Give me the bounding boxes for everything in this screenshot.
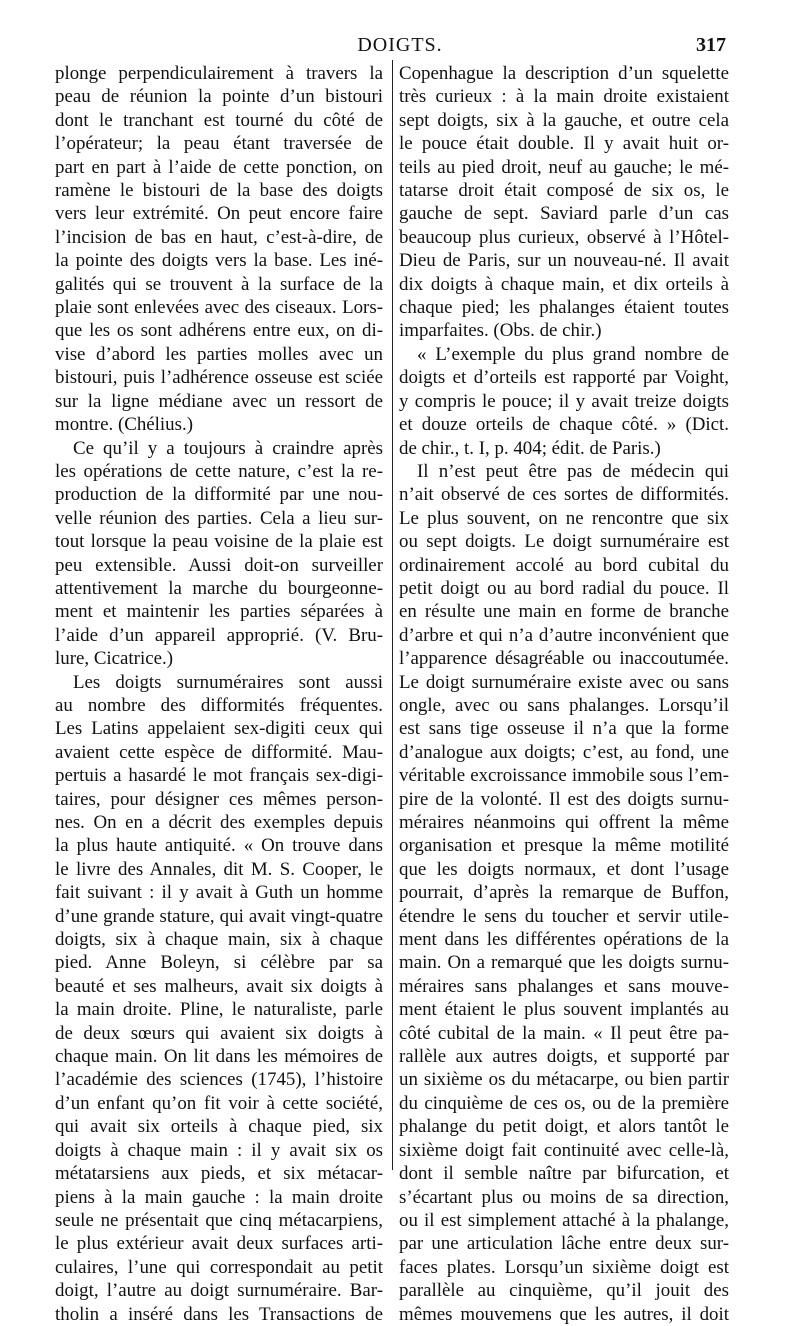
- text-line: que les doigts normaux, et dont l’usage: [399, 858, 729, 880]
- text-line: en résulte une main en forme de branche: [399, 601, 729, 623]
- text-line: la main droite. Pline, le naturaliste, parle: [55, 999, 383, 1021]
- text-line: l’académie des sciences (1745), l’histoire: [55, 1069, 383, 1091]
- text-line: attentivement la marche du bourgeonne-: [55, 577, 383, 599]
- text-line: Les doigts surnuméraires sont aussi: [73, 671, 383, 693]
- text-line: tholin a inséré dans les Transactions de: [55, 1303, 383, 1325]
- text-line: Le doigt surnuméraire existe avec ou sans: [399, 671, 729, 693]
- text-line: y compris le pouce; il y avait treize doigts: [399, 390, 729, 412]
- text-line: sur la ligne médiane avec un ressort de: [55, 390, 383, 412]
- text-line: organisation et presque la même motilité: [399, 835, 729, 857]
- text-line: main. On a remarqué que les doigts surnu-: [399, 952, 729, 974]
- text-line: bistouri, puis l’adhérence osseuse est sciée: [55, 367, 383, 389]
- text-line: d’analogue aux doigts; c’est, au fond, une: [399, 741, 729, 763]
- text-line: imparfaites. (Obs. de chir.): [399, 320, 602, 342]
- text-line: ou sept doigts. Le doigt surnuméraire est: [399, 531, 729, 553]
- text-line: méraires néanmoins qui offrent la même: [399, 812, 729, 833]
- text-line: dix doigts à chaque main, et dix orteils à: [399, 273, 729, 295]
- text-line: l’opérateur; la peau étant traversée de: [55, 133, 383, 155]
- text-line: tatarse droit était composé de six os, le: [399, 180, 729, 202]
- text-line: étendre le sens du toucher et servir utile-: [399, 905, 729, 927]
- text-line: de deux sœurs qui avaient six doigts à: [55, 1022, 383, 1044]
- text-line: ou il est simplement attaché à la phalange,: [399, 1209, 729, 1231]
- text-line: seule ne présentait que cinq métacarpiens,: [55, 1209, 383, 1231]
- text-line: méraires sans phalanges et sans mouve-: [399, 975, 729, 997]
- text-line: montre. (Chélius.): [55, 414, 193, 436]
- text-line: de chir., t. I, p. 404; édit. de Paris.): [399, 437, 661, 459]
- text-line: doigt, l’autre au doigt surnuméraire. Bar-: [55, 1280, 383, 1302]
- column-divider: [392, 60, 393, 1170]
- text-line: le plus extérieur avait deux surfaces arti-: [55, 1233, 383, 1255]
- text-line: beaucoup plus curieux, observé à l’Hôtel-: [399, 226, 729, 248]
- text-line: plonge perpendiculairement à travers la: [55, 63, 383, 84]
- text-line: le pouce était double. Il y avait huit or-: [399, 133, 729, 155]
- text-line: phalange du petit doigt, et alors tantôt le: [399, 1116, 729, 1138]
- text-line: métatarsiens aux pieds, et six métacar-: [55, 1163, 383, 1185]
- text-line: du cinquième de ces os, ou de la première: [399, 1092, 729, 1114]
- text-line: doigts à chaque main : il y avait six os: [55, 1139, 383, 1161]
- text-line: doigts, six à chaque main, six à chaque: [55, 929, 383, 951]
- text-line: chaque main. On lit dans les mémoires de: [55, 1046, 383, 1068]
- left-text-column: [55, 62, 383, 1325]
- text-line: les opérations de cette nature, c’est la re-: [55, 460, 383, 482]
- text-line: lure, Cicatrice.): [55, 648, 174, 670]
- text-line: l’apparence désagréable ou inaccoutumée.: [399, 648, 729, 670]
- text-line: chaque pied; les phalanges étaient toutes: [399, 297, 729, 319]
- text-line: très curieux : à la main droite existaient: [399, 86, 729, 108]
- text-line: Ce qu’il y a toujours à craindre après: [73, 437, 383, 459]
- text-line: ramène le bistouri de la base des doigts: [55, 180, 383, 202]
- text-line: pertuis a hasardé le mot français sex-digi-: [55, 765, 383, 787]
- text-line: pire de la volonté. Il est des doigts surnu-: [399, 788, 729, 810]
- text-line: beauté et ses malheurs, avait six doigts à: [55, 975, 383, 997]
- text-line: Les Latins appelaient sex-digiti ceux qui: [55, 718, 383, 740]
- text-line: la pointe des doigts vers la base. Les iné-: [55, 250, 383, 272]
- text-line: d’arbre et qui n’a d’autre inconvénient que: [399, 624, 729, 646]
- text-line: d’une grande stature, qui avait vingt-quatre: [55, 905, 383, 927]
- text-line: ongle, avec ou sans phalanges. Lorsqu’il: [399, 694, 729, 716]
- text-line: faces plates. Lorsqu’un sixième doigt est: [399, 1256, 729, 1278]
- text-line: dont il semble naître par bifurcation, et: [399, 1163, 729, 1185]
- running-title: DOIGTS.: [357, 34, 443, 56]
- text-line: n’ait observé de ces sortes de difformités.: [399, 484, 729, 506]
- text-line: nes. On en a décrit des exemples depuis: [55, 812, 383, 833]
- text-line: qui avait six orteils à chaque pied, six: [55, 1116, 383, 1138]
- text-line: fait suivant : il y avait à Guth un homme: [55, 882, 383, 904]
- text-line: un sixième os du métacarpe, ou bien partir: [399, 1069, 729, 1091]
- text-line: vers leur extrémité. On peut encore faire: [55, 203, 383, 225]
- text-line: la plus haute antiquité. « On trouve dans: [55, 835, 383, 857]
- text-line: sept doigts, six à la gauche, et outre cela: [399, 109, 729, 131]
- text-line: d’un enfant qu’on fit voir à cette société,: [55, 1092, 383, 1114]
- text-line: l’incision de bas en haut, c’est-à-dire, de: [55, 226, 383, 248]
- text-line: véritable excroissance immobile sous l’em-: [399, 765, 729, 787]
- text-line: teils au pied droit, neuf au gauche; le mé-: [399, 156, 729, 178]
- text-line: doigts et d’orteils est rapporté par Voight,: [399, 367, 729, 389]
- text-line: avaient cette espèce de difformité. Mau-: [55, 741, 383, 763]
- text-line: sixième doigt fait continuité avec celle-là,: [399, 1139, 729, 1161]
- text-line: côté cubital de la main. « Il peut être pa-: [399, 1022, 729, 1044]
- text-line: ment et maintenir les parties séparées à: [55, 601, 383, 623]
- text-line: et douze orteils de chaque côté. » (Dict.: [399, 414, 729, 436]
- text-line: s’écartant plus ou moins de sa direction,: [399, 1186, 729, 1208]
- text-line: Copenhague la description d’un squelette: [399, 63, 729, 84]
- text-line: dont le tranchant est tourné du côté de: [55, 109, 383, 131]
- text-line: Dieu de Paris, sur un nouveau-né. Il avait: [399, 250, 729, 272]
- text-line: ment étaient le plus souvent implantés au: [399, 999, 729, 1021]
- right-text-column: [399, 62, 729, 1325]
- text-line: part en part à l’aide de cette ponction, on: [55, 156, 383, 178]
- text-line: Il n’est peut être pas de médecin qui: [417, 460, 729, 482]
- text-line: taires, pour désigner ces mêmes person-: [55, 788, 383, 810]
- text-line: l’aide d’un appareil approprié. (V. Bru-: [55, 624, 383, 646]
- text-line: pourrait, d’après la remarque de Buffon,: [399, 882, 729, 904]
- text-line: parallèle au cinquième, qu’il jouit des: [399, 1280, 729, 1302]
- text-line: tout lorsque la peau voisine de la plaie est: [55, 531, 383, 553]
- text-line: velle réunion des parties. Cela a lieu sur-: [55, 507, 383, 529]
- text-line: rallèle aux autres doigts, et supporté par: [399, 1046, 729, 1068]
- text-line: pied. Anne Boleyn, si célèbre par sa: [55, 952, 383, 974]
- page-header: [0, 34, 800, 64]
- text-line: petit doigt ou au bord radial du pouce. Il: [399, 577, 729, 599]
- text-line: Le plus souvent, on ne rencontre que six: [399, 507, 729, 529]
- text-line: peu extensible. Aussi doit-on surveiller: [55, 554, 383, 576]
- text-line: piens à la main gauche : la main droite: [55, 1186, 383, 1208]
- text-line: « L’exemple du plus grand nombre de: [417, 343, 729, 365]
- text-line: est sans tige osseuse il n’a que la forme: [399, 718, 729, 740]
- text-line: galités qui se trouvent à la surface de la: [55, 273, 383, 295]
- text-line: culaires, l’une qui correspondait au petit: [55, 1256, 383, 1278]
- text-line: ordinairement accolé au bord cubital du: [399, 554, 729, 576]
- text-line: plaie sont enlevées avec des ciseaux. Lors-: [55, 297, 383, 319]
- text-line: ment dans les différentes opérations de la: [399, 929, 729, 951]
- text-line: que les os sont adhérens entre eux, on di-: [55, 320, 383, 342]
- text-line: gauche de sept. Saviard parle d’un cas: [399, 203, 729, 225]
- text-line: production de la difformité par une nou-: [55, 484, 383, 506]
- page-number: 317: [696, 34, 726, 56]
- text-line: vise d’abord les parties molles avec un: [55, 343, 383, 365]
- text-line: le livre des Annales, dit M. S. Cooper, le: [55, 858, 383, 880]
- text-line: mêmes mouvemens que les autres, il doit: [399, 1303, 729, 1325]
- text-line: par une articulation lâche entre deux sur-: [399, 1233, 729, 1255]
- text-line: au nombre des difformités fréquentes.: [55, 694, 383, 716]
- text-line: peau de réunion la pointe d’un bistouri: [55, 86, 383, 108]
